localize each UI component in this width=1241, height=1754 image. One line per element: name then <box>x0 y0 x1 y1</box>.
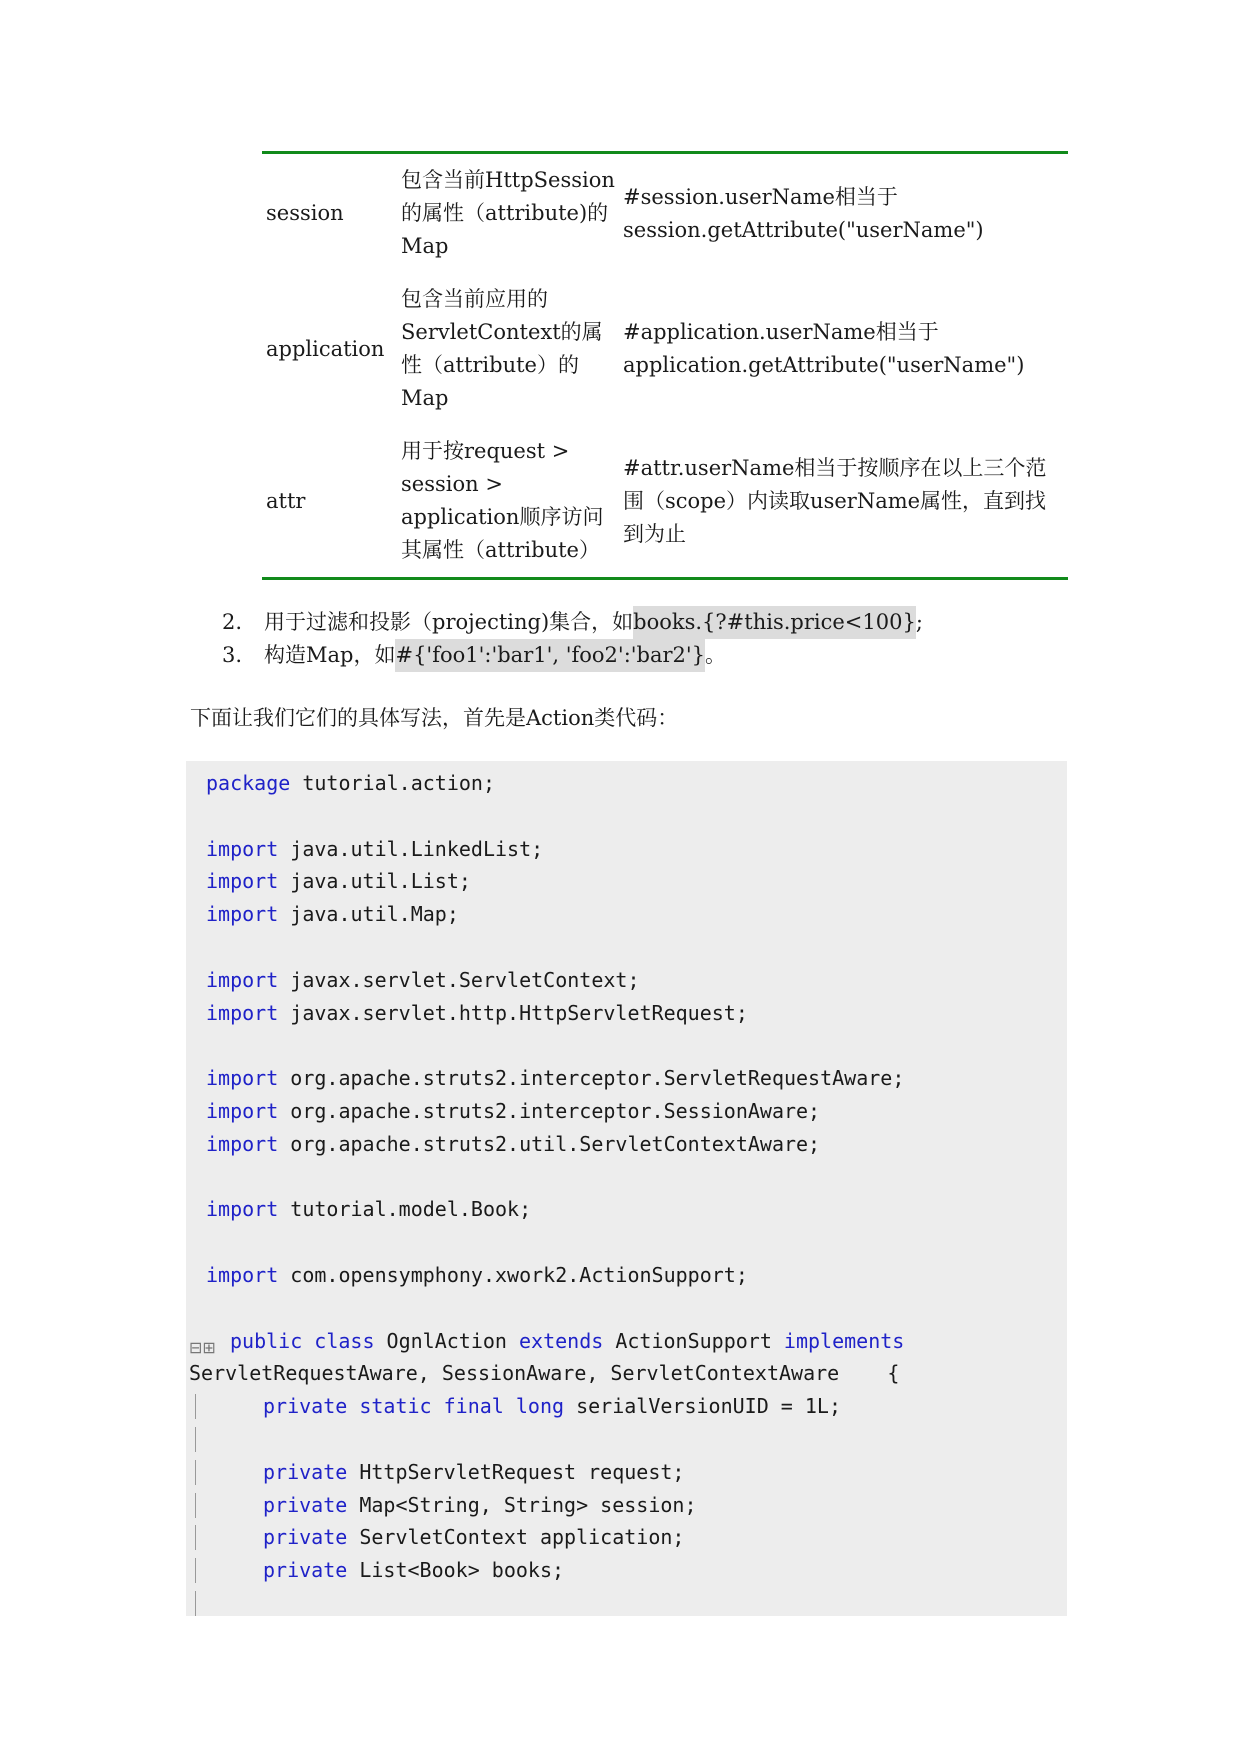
code-line-blank <box>186 800 1067 833</box>
code-keyword: public class <box>230 1328 375 1353</box>
list-text: 构造Map，如 <box>264 643 396 667</box>
code-keyword: package <box>206 771 291 795</box>
fold-guide-line <box>195 1427 196 1452</box>
code-text: com.opensymphony.xwork2.ActionSupport; <box>290 1262 748 1287</box>
code-text: java.util.List; <box>290 869 471 894</box>
code-line <box>186 1554 1067 1587</box>
code-line <box>186 1193 1067 1226</box>
table-cell-desc: 包含当前应用的ServletContext的属性（attribute）的Map <box>401 287 603 410</box>
code-line-blank <box>186 1029 1067 1062</box>
list-number: 2. <box>222 610 243 634</box>
code-line-blank <box>186 1292 1067 1325</box>
table-row <box>262 153 1068 274</box>
code-line <box>186 767 1067 800</box>
code-keyword: private <box>263 1459 348 1484</box>
code-keyword: static final long <box>359 1394 565 1419</box>
code-line <box>186 997 1067 1030</box>
fold-guide-line <box>195 1558 196 1583</box>
list-item <box>222 639 923 672</box>
code-keyword: extends <box>519 1328 604 1353</box>
code-line <box>186 964 1067 997</box>
table-cell-example: #session.userName相当于session.getAttribute("userName") <box>623 184 984 242</box>
inline-code: #{'foo1':'bar1', 'foo2':'bar2'} <box>395 639 705 672</box>
fold-guide-line <box>195 1525 196 1550</box>
code-line-blank <box>186 1226 1067 1259</box>
code-line <box>186 1062 1067 1095</box>
table-cell-name: application <box>266 336 385 361</box>
code-line-blank <box>186 1587 1067 1620</box>
code-keyword: import <box>206 1197 279 1222</box>
code-line <box>186 1489 1067 1522</box>
code-keyword: import <box>206 836 279 861</box>
code-text: ServletRequestAware, SessionAware, ServletContextAware { <box>189 1361 900 1386</box>
table-cell-desc: 包含当前HttpSession的属性（attribute)的Map <box>401 168 615 258</box>
code-text: javax.servlet.http.HttpServletRequest; <box>290 1000 748 1025</box>
code-line <box>186 1521 1067 1554</box>
code-keyword: implements <box>783 1328 905 1353</box>
code-keyword: private <box>263 1558 348 1583</box>
code-line-blank <box>186 931 1067 964</box>
code-text: Map<String, String> session; <box>347 1492 697 1517</box>
table-cell-example: #attr.userName相当于按顺序在以上三个范围（scope）内读取userName属性，直到找到为止 <box>623 455 1047 546</box>
list-tail: ; <box>915 610 923 634</box>
code-keyword: import <box>206 967 279 992</box>
fold-guide-line <box>195 1591 196 1616</box>
table-row <box>262 425 1068 579</box>
code-line <box>186 1095 1067 1128</box>
fold-guide-line <box>195 1460 196 1485</box>
context-table <box>262 151 1068 580</box>
code-keyword: import <box>206 1098 279 1123</box>
code-keyword: import <box>206 1000 279 1025</box>
code-text: List<Book> books; <box>347 1558 565 1583</box>
code-text: tutorial.model.Book; <box>290 1197 532 1222</box>
intro-paragraph: 下面让我们它们的具体写法，首先是Action类代码： <box>190 706 679 730</box>
code-text: ActionSupport <box>603 1328 784 1353</box>
table-cell-name: attr <box>266 488 306 513</box>
code-line <box>186 1390 1067 1423</box>
code-text: ServletContext application; <box>347 1525 685 1550</box>
code-text: tutorial.action; <box>302 771 495 795</box>
collapse-icon[interactable]: ⊟⊞ <box>189 1337 216 1357</box>
code-line-blank <box>186 1423 1067 1456</box>
code-line <box>186 1325 1067 1358</box>
code-block <box>186 761 1067 1616</box>
fold-guide-line <box>195 1394 196 1419</box>
code-line <box>186 1259 1067 1292</box>
list-text: 用于过滤和投影（projecting)集合，如 <box>264 610 634 634</box>
code-text: org.apache.struts2.interceptor.SessionAware; <box>290 1098 821 1123</box>
code-keyword: private <box>263 1394 348 1419</box>
table-cell-desc: 用于按request > session > application顺序访问其属性（attribute） <box>401 439 604 562</box>
code-line <box>186 1128 1067 1161</box>
code-keyword: import <box>206 1131 279 1156</box>
code-text: OgnlAction <box>374 1328 519 1353</box>
code-line <box>186 1456 1067 1489</box>
code-text: javax.servlet.ServletContext; <box>290 967 640 992</box>
list-item <box>222 606 923 639</box>
code-keyword: private <box>263 1525 348 1550</box>
code-text: java.util.Map; <box>290 902 459 927</box>
inline-code: books.{?#this.price<100} <box>633 606 916 639</box>
code-line <box>186 833 1067 866</box>
numbered-list <box>222 606 923 672</box>
code-text: org.apache.struts2.interceptor.ServletRequestAware; <box>290 1066 905 1091</box>
code-line <box>186 865 1067 898</box>
code-text: org.apache.struts2.util.ServletContextAware; <box>290 1131 821 1156</box>
code-line-blank <box>186 1161 1067 1194</box>
table-cell-name: session <box>266 201 344 225</box>
code-keyword: import <box>206 1066 279 1091</box>
code-text: java.util.LinkedList; <box>290 836 544 861</box>
code-keyword: private <box>263 1492 348 1517</box>
list-number: 3. <box>222 643 243 667</box>
code-line <box>186 1357 1067 1390</box>
code-keyword: import <box>206 902 279 927</box>
code-keyword: import <box>206 869 279 894</box>
list-tail: 。 <box>705 643 727 667</box>
code-text: serialVersionUID = 1L; <box>564 1394 841 1419</box>
table-row <box>262 273 1068 425</box>
code-line <box>186 898 1067 931</box>
table-cell-example: #application.userName相当于application.getAttribute("userName") <box>623 320 1025 377</box>
code-text: HttpServletRequest request; <box>347 1459 685 1484</box>
code-keyword: import <box>206 1262 279 1287</box>
fold-guide-line <box>195 1493 196 1518</box>
